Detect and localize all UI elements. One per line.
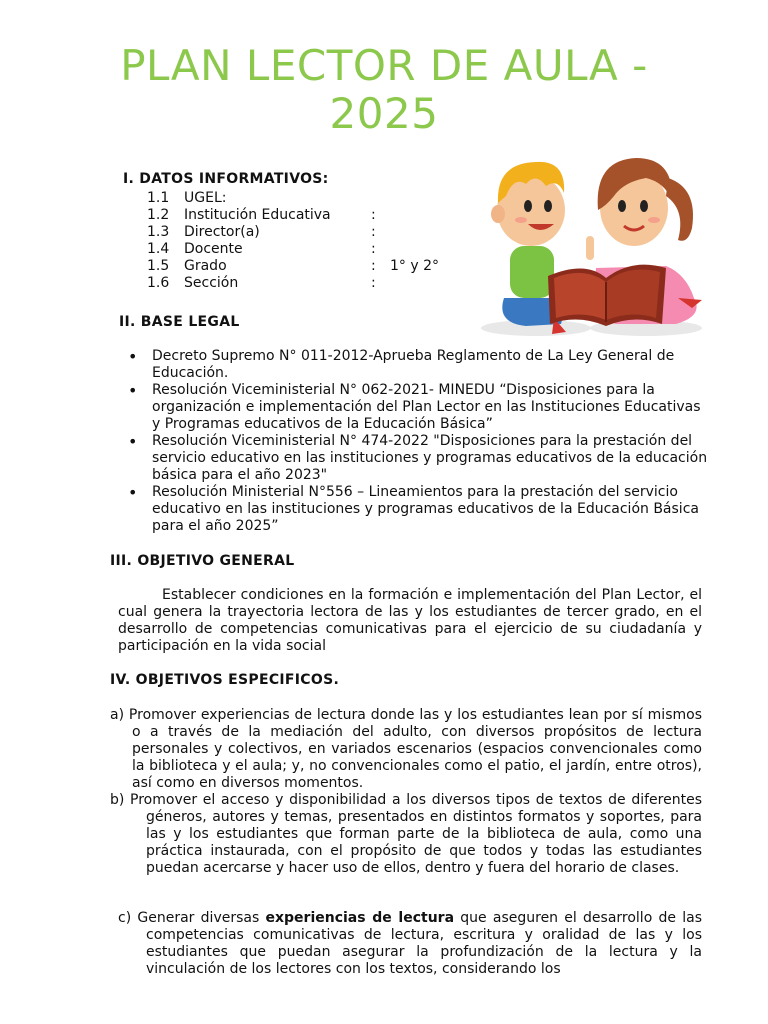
base-legal-item: • Resolución Viceministerial N° 062-2021- MINEDU “Disposiciones para la organización e implementación del Plan Lector en las Instituciones Educativas y Programas educativos de la Educación Básica” [128, 382, 713, 433]
info-label: Sección [184, 275, 239, 291]
base-legal-item: • Resolución Ministerial N°556 – Lineamientos para la prestación del servicio educativo en las instituciones y programas educativos de la Educación Básica para el año 2025” [128, 484, 713, 535]
children-reading-illustration [466, 148, 708, 338]
objetivo-c [118, 910, 702, 978]
info-colon: : [371, 224, 376, 240]
info-number: 1.4 [147, 241, 170, 257]
info-number: 1.1 [147, 190, 170, 206]
info-label: UGEL: [184, 190, 227, 206]
objetivo-a-text: a) Promover experiencias de lectura donde las y los estudiantes lean por sí mismos o a través de la mediación del adulto, con diversos propósitos de lectura personales y colectivos, en variados escenarios (espacios convencionales como la biblioteca y el aula; y, no convencionales como el patio, el jardín, entre otros), así como en diversos momentos. [110, 707, 702, 791]
section-heading-objetivos-especificos: IV. OBJETIVOS ESPECIFICOS. [110, 672, 340, 688]
info-label: Grado [184, 258, 227, 274]
base-legal-item: • Resolución Viceministerial N° 474-2022 "Disposiciones para la prestación del servicio educativo en las instituciones y programas educativos de la educación básica para el año 2023" [128, 433, 713, 484]
info-colon: : [371, 258, 376, 274]
section-heading-objetivo-general: III. OBJETIVO GENERAL [110, 553, 295, 569]
info-value: 1° y 2° [390, 258, 439, 274]
title-line-1: PLAN LECTOR DE AULA - [120, 41, 648, 90]
title-line-2: 2025 [329, 89, 439, 138]
objetivo-general-text: Establecer condiciones en la formación e implementación del Plan Lector, el cual genera la trayectoria lectora de las y los estudiantes de tercer grado, en el desarrollo de competencias comunicativas para el ejercicio de su ciudadanía y participación en la vida social [118, 587, 702, 654]
info-number: 1.2 [147, 207, 170, 223]
objetivo-b-text: b) Promover el acceso y disponibilidad a los diversos tipos de textos de diferentes géneros, autores y temas, presentados en distintos formatos y soportes, para las y los estudiantes que forman parte de la biblioteca de aula, como una práctica instaurada, con el propósito de que todos y todas las estudiantes puedan acercarse y hacer uso de ellos, dentro y fuera del horario de clases. [110, 792, 702, 876]
info-label: Docente [184, 241, 243, 257]
info-number: 1.6 [147, 275, 170, 291]
base-legal-list [128, 348, 713, 535]
objetivo-a [110, 707, 702, 792]
info-colon: : [371, 241, 376, 257]
info-number: 1.5 [147, 258, 170, 274]
section-heading-base-legal: II. BASE LEGAL [119, 314, 240, 330]
objetivo-b [110, 792, 702, 877]
info-number: 1.3 [147, 224, 170, 240]
objetivo-c-text [118, 910, 702, 978]
info-colon: : [371, 207, 376, 223]
info-label: Institución Educativa [184, 207, 331, 223]
info-label: Director(a) [184, 224, 260, 240]
objetivo-c-bold: experiencias de lectura [265, 910, 455, 926]
objetivo-c-prefix: c) Generar diversas [118, 910, 266, 926]
info-colon: : [371, 275, 376, 291]
page-title [0, 42, 768, 138]
objetivo-c-rest: que aseguren el desarrollo de las competencias comunicativas de lectura, escritura y oralidad de las y los estudiantes que puedan asegurar la profundización de la lectura y la vinculación de los lectores con los textos, considerando los [146, 910, 702, 977]
section-heading-datos: I. DATOS INFORMATIVOS: [123, 171, 329, 187]
base-legal-item: • Decreto Supremo N° 011-2012-Aprueba Reglamento de La Ley General de Educación. [128, 348, 713, 382]
